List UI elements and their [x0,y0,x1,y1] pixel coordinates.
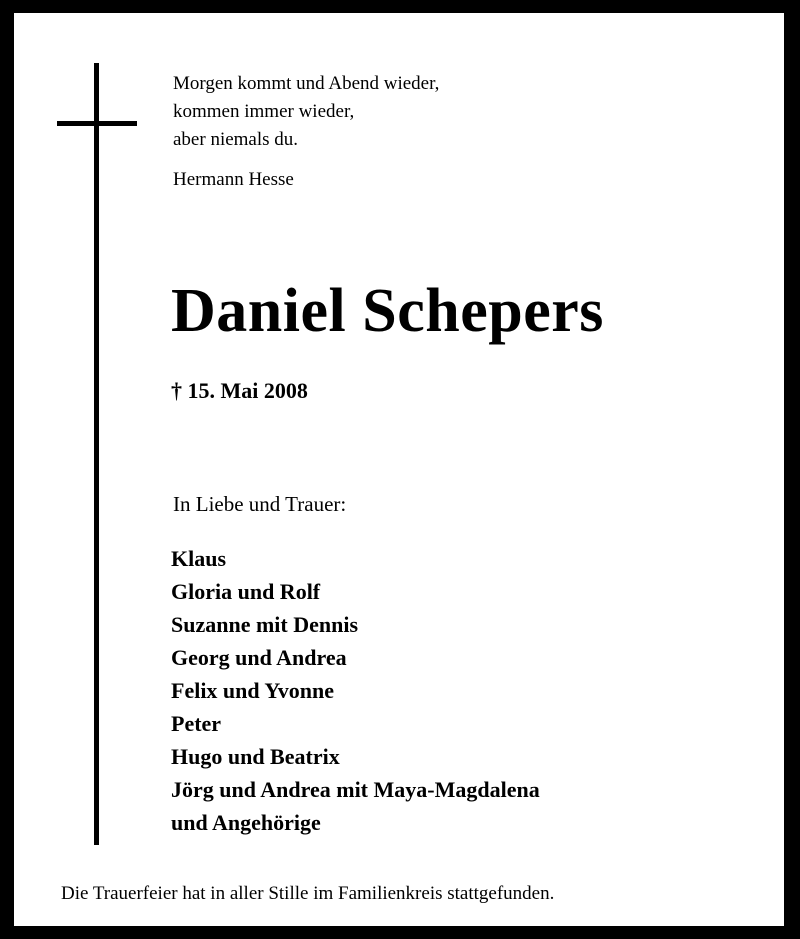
poem-quote [173,70,439,154]
mourners-list [171,542,540,839]
cross-vertical-bar [94,63,99,845]
mourner-name: Hugo und Beatrix [171,744,340,769]
mourner-name: Georg und Andrea [171,645,347,670]
mourner-name: Jörg und Andrea mit Maya-Magdalena [171,777,540,802]
mourner-name: Felix und Yvonne [171,678,335,703]
deceased-name: Daniel Schepers [171,277,604,345]
mourner-name: Klaus [171,546,227,571]
poem-line: aber niemals du. [173,129,299,150]
death-date: † 15. Mai 2008 [171,378,308,403]
poem-author: Hermann Hesse [173,169,294,190]
mourner-name: und Angehörige [171,810,321,835]
poem-line: kommen immer wieder, [173,101,355,122]
mourner-name: Gloria und Rolf [171,579,321,604]
mourner-name: Peter [171,711,222,736]
mourner-name: Suzanne mit Dennis [171,612,359,637]
funeral-note: Die Trauerfeier hat in aller Stille im Familienkreis stattgefunden. [61,883,555,904]
mourning-intro: In Liebe und Trauer: [173,492,347,516]
cross-horizontal-bar [57,121,137,126]
poem-line: Morgen kommt und Abend wieder, [173,73,440,94]
